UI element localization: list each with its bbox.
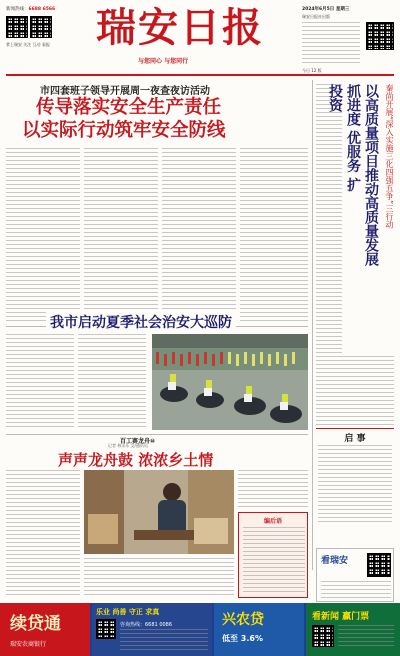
dragon-sidebar-label: 编后语 xyxy=(263,518,282,525)
summer-patrol-photo xyxy=(152,334,308,430)
ad-mid-body xyxy=(120,629,208,651)
header-qr-code xyxy=(366,22,394,50)
right-headline-vertical1: 抓进度 优服务 扩投资 xyxy=(327,84,361,192)
masthead-qr-code-2 xyxy=(30,16,52,38)
lead-kicker: 市四套班子领导开展周一夜查夜访活动 xyxy=(40,86,210,97)
ad-left-title: 续贷通 xyxy=(10,614,61,634)
dragon-byline: 记者 林永乐 文/通讯员 xyxy=(108,443,148,448)
kanruian-body xyxy=(321,581,391,599)
lead-body-col2 xyxy=(84,148,158,324)
notice-box xyxy=(316,428,394,528)
kanruian-qr-code xyxy=(367,553,391,577)
ad-left-sub: 瑞安农商银行 xyxy=(10,641,47,648)
patrol-photo-illustration xyxy=(152,334,308,430)
right-col-lead-body xyxy=(316,84,342,354)
craftsman-photo-illustration xyxy=(84,470,234,554)
dragon-series: 百工赛龙舟⑩ xyxy=(120,438,156,445)
masthead-slogan: 与您同心 与您同行 xyxy=(138,58,189,65)
kanruian-title: 看瑞安 xyxy=(321,556,349,566)
hotline-number: 6688 6566 xyxy=(28,7,56,12)
dragon-body-col3 xyxy=(238,470,308,510)
hotline-label: 新闻热线： xyxy=(6,7,29,12)
dragon-headline: 声声龙舟鼓 浓浓乡土情 xyxy=(58,451,214,469)
ad-right2-title: 看新闻 赢门票 xyxy=(312,612,370,622)
summer-body-col1 xyxy=(6,334,74,430)
dragon-body-col2 xyxy=(84,558,234,598)
lead-body-col4 xyxy=(240,148,308,324)
ad-strip xyxy=(0,603,400,656)
header-rule xyxy=(6,74,394,76)
right-col-body xyxy=(316,356,394,426)
ad-right1[interactable] xyxy=(214,603,304,656)
edition-info: 今日 12 版 xyxy=(302,68,322,73)
summer-headline: 我市启动夏季社会治安大巡防 xyxy=(46,312,236,332)
dragon-sidebar-body xyxy=(243,527,305,595)
publisher-info: 瑞安日报社出版 xyxy=(302,14,330,19)
header-info-lines xyxy=(302,22,360,66)
lead-headline-line2: 以实际行动筑牢安全防线 xyxy=(22,120,226,141)
lead-headline-line1: 传导落实安全生产责任 xyxy=(36,97,222,118)
dragon-sidebar xyxy=(238,512,308,598)
notice-body xyxy=(318,445,392,525)
right-kicker-vertical: 秦尚开展“深入实施三化四强五争”三行动 xyxy=(385,84,394,229)
ad-right2-body xyxy=(338,625,394,649)
ad-mid[interactable] xyxy=(92,603,212,656)
lead-body-col3 xyxy=(162,148,236,324)
ad-mid-title: 乐业 尚善 守正 求真 xyxy=(96,608,160,616)
summer-body-col2 xyxy=(78,334,146,430)
right-headline-vertical2: 以高质量项目推动高质量发展 xyxy=(363,84,379,266)
kanruian-box xyxy=(316,548,394,602)
dragon-body-col1 xyxy=(6,470,80,598)
ad-mid-phone: 咨询热线：6681 0086 xyxy=(120,622,173,628)
masthead-qr-code xyxy=(6,16,28,38)
header xyxy=(0,0,400,78)
hotline xyxy=(6,6,55,12)
masthead-title: 瑞安日报 xyxy=(96,4,264,51)
ad-right1-rate: 低至 3.6% xyxy=(222,634,263,643)
ad-right2-qr-code xyxy=(312,625,334,647)
dragon-photo xyxy=(84,470,234,554)
section-rule-2 xyxy=(6,434,308,435)
right-column-divider xyxy=(312,80,313,570)
ad-right2[interactable] xyxy=(306,603,400,656)
ad-right1-title: 兴农贷 xyxy=(222,612,264,628)
qr-caption: 掌上瑞安 关注 互动 看报 xyxy=(6,42,50,47)
ad-left[interactable] xyxy=(0,603,90,656)
header-date: 2024年6月5日 星期三 xyxy=(302,7,350,12)
ad-mid-qr-code xyxy=(96,619,116,639)
lead-body-col1 xyxy=(6,148,80,324)
notice-title: 启 事 xyxy=(344,434,366,444)
